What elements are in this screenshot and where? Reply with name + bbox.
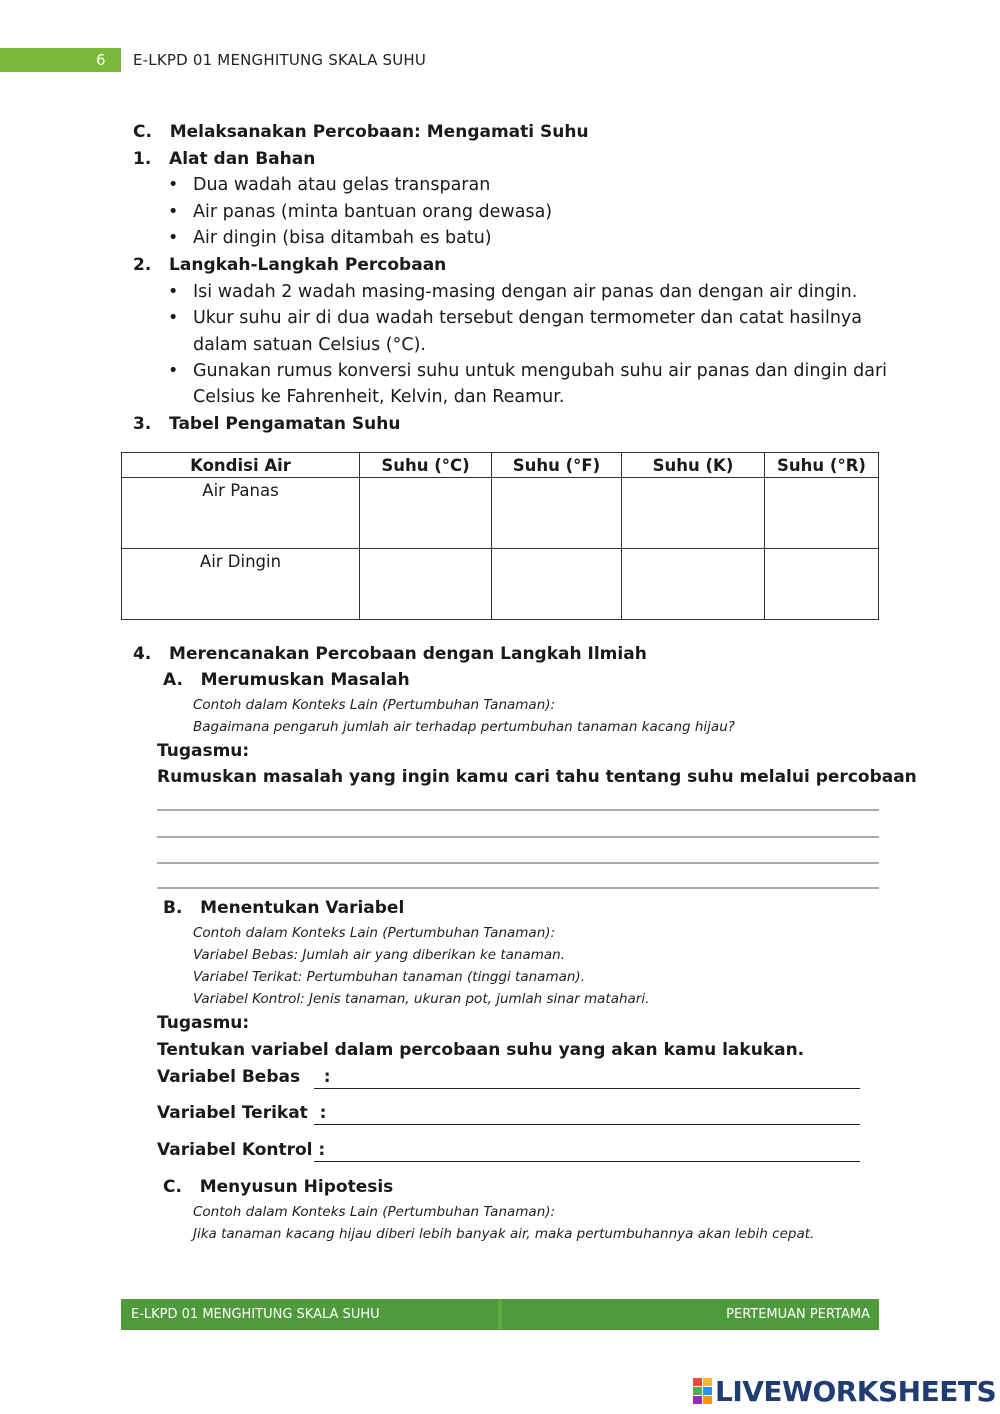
list-item: • Air panas (minta bantuan orang dewasa) <box>193 202 552 222</box>
task-text: Tentukan variabel dalam percobaan suhu yang akan kamu lakukan. <box>157 1040 805 1060</box>
list-item: • Dua wadah atau gelas transparan <box>193 175 490 195</box>
input-cell[interactable] <box>765 549 879 620</box>
step4a-title: A. Merumuskan Masalah <box>163 670 410 690</box>
logo-grid-icon <box>693 1378 712 1404</box>
table-row <box>122 478 879 549</box>
example-line: Variabel Kontrol: Jenis tanaman, ukuran pot, jumlah sinar matahari. <box>193 991 650 1007</box>
step1-title: 1. Alat dan Bahan <box>133 149 316 169</box>
list-item-continuation: Celsius ke Fahrenheit, Kelvin, dan Reamur. <box>193 387 565 407</box>
section-c-title: C. Melaksanakan Percobaan: Mengamati Suhu <box>133 122 589 142</box>
list-item: • Isi wadah 2 wadah masing-masing dengan air panas dan dengan air dingin. <box>193 282 857 302</box>
row-label-air-panas: Air Panas <box>122 478 360 549</box>
input-cell[interactable] <box>622 478 765 549</box>
logo-text: LIVEWORKSHEETS <box>715 1374 997 1408</box>
input-cell[interactable] <box>622 549 765 620</box>
task-text: Rumuskan masalah yang ingin kamu cari tahu tentang suhu melalui percobaan <box>157 767 917 787</box>
field-label-variabel-bebas: Variabel Bebas : <box>157 1067 331 1087</box>
example-label: Contoh dalam Konteks Lain (Pertumbuhan Tanaman): <box>193 697 556 713</box>
example-label: Contoh dalam Konteks Lain (Pertumbuhan Tanaman): <box>193 1204 556 1220</box>
logo-tile <box>703 1378 712 1386</box>
step2-title: 2. Langkah-Langkah Percobaan <box>133 255 447 275</box>
input-cell[interactable] <box>360 549 492 620</box>
field-label-variabel-kontrol: Variabel Kontrol : <box>157 1140 326 1160</box>
field-label-variabel-terikat: Variabel Terikat : <box>157 1103 327 1123</box>
example-text: Jika tanaman kacang hijau diberi lebih banyak air, maka pertumbuhannya akan lebih cepat. <box>193 1226 815 1242</box>
list-item: • Air dingin (bisa ditambah es batu) <box>193 228 492 248</box>
variabel-bebas-input-line[interactable] <box>314 1088 860 1089</box>
logo-tile <box>693 1378 702 1386</box>
step4-title: 4. Merencanakan Percobaan dengan Langkah Ilmiah <box>133 644 647 664</box>
footer-left-text: E-LKPD 01 MENGHITUNG SKALA SUHU <box>131 1307 380 1322</box>
step4b-title: B. Menentukan Variabel <box>163 898 405 918</box>
liveworksheets-logo <box>693 1376 996 1406</box>
col-suhu-k: Suhu (K) <box>622 453 765 478</box>
answer-line[interactable] <box>157 862 879 864</box>
list-item: • Ukur suhu air di dua wadah tersebut dengan termometer dan catat hasilnya <box>193 308 862 328</box>
input-cell[interactable] <box>360 478 492 549</box>
footer-divider <box>498 1299 502 1330</box>
col-suhu-c: Suhu (°C) <box>360 453 492 478</box>
variabel-kontrol-input-line[interactable] <box>314 1161 860 1162</box>
footer-right-text: PERTEMUAN PERTAMA <box>726 1307 870 1322</box>
variabel-terikat-input-line[interactable] <box>314 1124 860 1125</box>
task-label: Tugasmu: <box>157 1013 250 1033</box>
input-cell[interactable] <box>492 478 622 549</box>
input-cell[interactable] <box>765 478 879 549</box>
input-cell[interactable] <box>492 549 622 620</box>
logo-tile <box>693 1396 702 1404</box>
logo-tile <box>693 1387 702 1395</box>
table-row <box>122 549 879 620</box>
step4c-title: C. Menyusun Hipotesis <box>163 1177 394 1197</box>
col-kondisi-air: Kondisi Air <box>122 453 360 478</box>
task-label: Tugasmu: <box>157 741 250 761</box>
page-number: 6 <box>96 51 106 69</box>
table-header-row <box>122 453 879 478</box>
list-item: • Gunakan rumus konversi suhu untuk mengubah suhu air panas dan dingin dari <box>193 361 887 381</box>
observation-table <box>121 452 879 620</box>
header-title: E-LKPD 01 MENGHITUNG SKALA SUHU <box>133 51 427 69</box>
answer-line[interactable] <box>157 887 879 889</box>
col-suhu-f: Suhu (°F) <box>492 453 622 478</box>
logo-tile <box>703 1387 712 1395</box>
answer-line[interactable] <box>157 836 879 838</box>
logo-tile <box>703 1396 712 1404</box>
answer-line[interactable] <box>157 809 879 811</box>
example-line: Variabel Terikat: Pertumbuhan tanaman (tinggi tanaman). <box>193 969 585 985</box>
list-item-continuation: dalam satuan Celsius (°C). <box>193 335 426 355</box>
example-label: Contoh dalam Konteks Lain (Pertumbuhan Tanaman): <box>193 925 556 941</box>
example-line: Variabel Bebas: Jumlah air yang diberikan ke tanaman. <box>193 947 566 963</box>
step3-title: 3. Tabel Pengamatan Suhu <box>133 414 401 434</box>
row-label-air-dingin: Air Dingin <box>122 549 360 620</box>
col-suhu-r: Suhu (°R) <box>765 453 879 478</box>
example-text: Bagaimana pengaruh jumlah air terhadap pertumbuhan tanaman kacang hijau? <box>193 719 735 735</box>
